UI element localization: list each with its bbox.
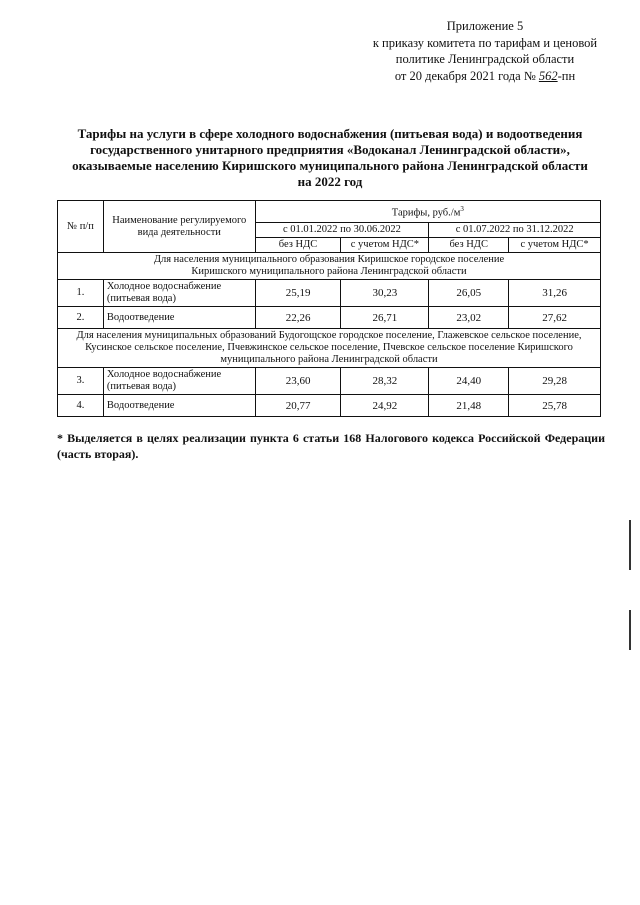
vat-footnote: * Выделяется в целях реализации пункта 6 статьи 168 Налогового кодекса Российской Федерации (часть вторая). bbox=[57, 431, 605, 461]
scan-edge-mark bbox=[629, 520, 631, 570]
header-with-vat: с учетом НДС* bbox=[509, 238, 601, 253]
column-header-activity: Наименование регулируемого вида деятельности bbox=[103, 201, 255, 253]
order-number: 562 bbox=[538, 68, 558, 83]
table-row: 4. Водоотведение 20,77 24,92 21,48 25,78 bbox=[58, 395, 601, 417]
table-row: 2. Водоотведение 22,26 26,71 23,02 27,62 bbox=[58, 307, 601, 329]
header-no-vat: без НДС bbox=[429, 238, 509, 253]
table-row: 3. Холодное водоснабжение (питьевая вода) 23,60 28,32 24,40 29,28 bbox=[58, 368, 601, 395]
tariffs-table bbox=[57, 200, 601, 417]
period-2-header: с 01.07.2022 по 31.12.2022 bbox=[429, 223, 601, 238]
column-header-tariffs: Тарифы, $руб./м^3$ bbox=[255, 201, 600, 223]
order-date: от 20 декабря 2021 года № 562-пн bbox=[394, 68, 576, 83]
appendix-label: Приложение 5 bbox=[446, 19, 524, 33]
scan-edge-mark bbox=[629, 610, 631, 650]
period-1-header: с 01.01.2022 по 30.06.2022 bbox=[255, 223, 429, 238]
document-header bbox=[340, 18, 630, 84]
column-header-number: № п/п bbox=[58, 201, 104, 253]
order-committee: политике Ленинградской области bbox=[395, 52, 575, 66]
table-row: 1. Холодное водоснабжение (питьевая вода) 25,19 30,23 26,05 31,26 bbox=[58, 280, 601, 307]
header-no-vat: без НДС bbox=[255, 238, 341, 253]
order-reference: к приказу комитета по тарифам и ценовой bbox=[372, 35, 598, 50]
group-header-kirishi: Для населения муниципального образования Киришское городское поселение Киришского муниципального района Ленинградской области bbox=[58, 253, 601, 280]
header-with-vat: с учетом НДС* bbox=[341, 238, 429, 253]
group-header-rural: Для населения муниципальных образований Будогощское городское поселение, Глажевское сельское поселение, Кусинское сельское поселение, Пчевжинское сельское поселение, Пчевское сельское поселение Киришского муниципального района Ленинградской области bbox=[58, 329, 601, 368]
document-title: Тарифы на услуги в сфере холодного водоснабжения (питьевая вода) и водоотведения государственного унитарного предприятия «Водоканал Ленинградской области», оказываемые населению Киришского муниципального района Ленинградской области на 2022 год bbox=[72, 126, 588, 189]
